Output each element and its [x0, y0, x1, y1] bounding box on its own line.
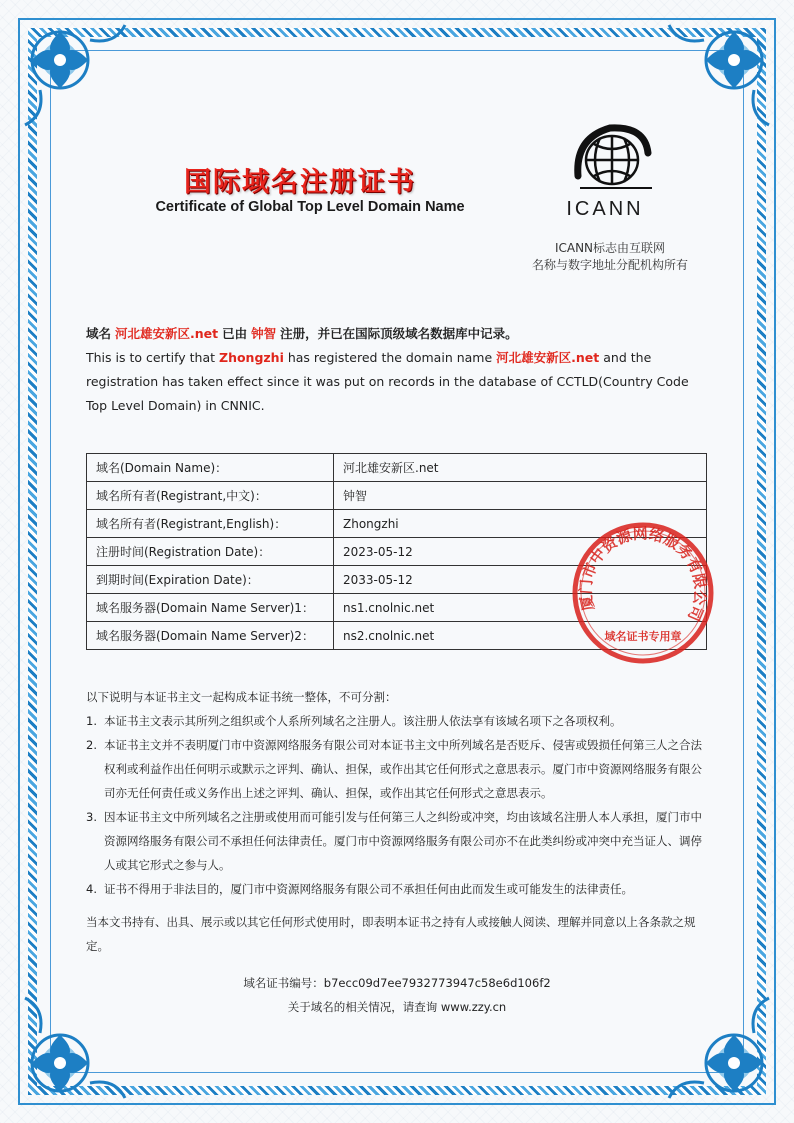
row-value: 河北雄安新区.net — [334, 454, 707, 482]
statement-en-suffix: and the registration has taken effect since it was put on records in the database of CCTLD(Country Code Top Level Domain) in CNNIC. — [86, 350, 689, 413]
query-info: 关于域名的相关情况，请查询 www.zzy.cn — [287, 1000, 507, 1014]
certificate-title-cn: 国际域名注册证书 — [184, 167, 416, 198]
term-text: 本证书主文并不表明厦门市中资源网络服务有限公司对本证书主文中所列域名是否贬斥、侵害或毁损任何第三人之合法权利或利益作出任何明示或默示之评判、确认、担保，或作出其它任何形式之意思表示。厦门市中资源网络服务有限公司亦无任何责任或义务作出上述之评判、确认、担保，或作出其它任何形式之意思表示。 — [104, 738, 702, 800]
term-text: 本证书主文表示其所列之组织或个人系所列域名之注册人。该注册人依法享有该域名项下之各项权利。 — [104, 714, 622, 728]
row-label: 域名(Domain Name)： — [87, 454, 334, 482]
row-value: 钟智 — [334, 482, 707, 510]
terms-section — [86, 685, 706, 901]
term-text: 因本证书主文中所列域名之注册或使用而可能引发与任何第三人之纠纷或冲突，均由该域名注册人本人承担，厦门市中资源网络服务有限公司不承担任何法律责任。厦门市中资源网络服务有限公司亦不在此类纠纷或冲突中充当证人、调停人或其它形式之参与人。 — [104, 810, 702, 872]
icann-globe-icon — [560, 118, 660, 198]
term-number: 1. — [86, 714, 97, 728]
term-text: 证书不得用于非法目的，厦门市中资源网络服务有限公司不承担任何由此而发生或可能发生的法律责任。 — [104, 882, 633, 896]
row-value: 2023-05-12 — [334, 538, 707, 566]
statement-cn-prefix: 域名 — [86, 326, 112, 341]
statement-en-mid: has registered the domain name — [287, 350, 493, 365]
icann-logo-text: ICANN — [566, 198, 644, 220]
corner-ornament-icon — [20, 20, 130, 130]
corner-ornament-icon — [664, 20, 774, 130]
row-value: 2033-05-12 — [334, 566, 707, 594]
term-number: 4. — [86, 882, 97, 896]
term-number: 3. — [86, 810, 97, 824]
official-seal-icon — [568, 518, 718, 668]
list-item — [86, 709, 706, 733]
certificate-title-en: Certificate of Global Top Level Domain Name — [155, 199, 465, 215]
statement-domain: 河北雄安新区.net — [115, 326, 219, 341]
row-label: 到期时间(Expiration Date)： — [87, 566, 334, 594]
row-label: 域名所有者(Registrant,English)： — [87, 510, 334, 538]
statement-registrant-en: Zhongzhi — [219, 350, 284, 365]
statement-en — [86, 346, 702, 418]
statement-cn-mid: 已由 — [222, 326, 248, 341]
statement-cn — [86, 322, 702, 346]
list-item — [86, 805, 706, 877]
statement-en-prefix: This is to certify that — [86, 350, 216, 365]
row-value: ns1.cnolnic.net — [334, 594, 707, 622]
table-row — [87, 454, 707, 482]
certificate-number: 域名证书编号：b7ecc09d7ee7932773947c58e6d106f2 — [243, 976, 551, 990]
row-label: 域名服务器(Domain Name Server)1： — [87, 594, 334, 622]
certification-statement — [86, 322, 702, 418]
terms-lead: 以下说明与本证书主文一起构成本证书统一整体，不可分割： — [86, 690, 397, 704]
list-item — [86, 877, 706, 901]
icann-note-line: ICANN标志由互联网 — [554, 241, 666, 255]
row-label: 注册时间(Registration Date)： — [87, 538, 334, 566]
icann-note — [505, 240, 715, 274]
seal-center-text: 域名证书专用章 — [604, 630, 682, 643]
svg-text:厦门市中资源网络服务有限公司 — [577, 524, 710, 623]
statement-cn-suffix: 注册，并已在国际顶级域名数据库中记录。 — [280, 326, 518, 341]
row-label: 域名服务器(Domain Name Server)2： — [87, 622, 334, 650]
term-number: 2. — [86, 738, 97, 752]
row-value: ns2.cnolnic.net — [334, 622, 707, 650]
list-item — [86, 733, 706, 805]
row-value: Zhongzhi — [334, 510, 707, 538]
statement-registrant-cn: 钟智 — [251, 326, 277, 341]
table-row — [87, 482, 707, 510]
icann-note-line: 名称与数字地址分配机构所有 — [531, 258, 688, 272]
row-label: 域名所有者(Registrant,中文)： — [87, 482, 334, 510]
seal-ring-text: 厦门市中资源网络服务有限公司 — [576, 524, 710, 624]
closing-statement: 当本文书持有、出具、展示或以其它任何形式使用时，即表明本证书之持有人或接触人阅读、理解并同意以上各条款之规定。 — [86, 915, 696, 953]
statement-domain-en: 河北雄安新区.net — [496, 350, 600, 365]
